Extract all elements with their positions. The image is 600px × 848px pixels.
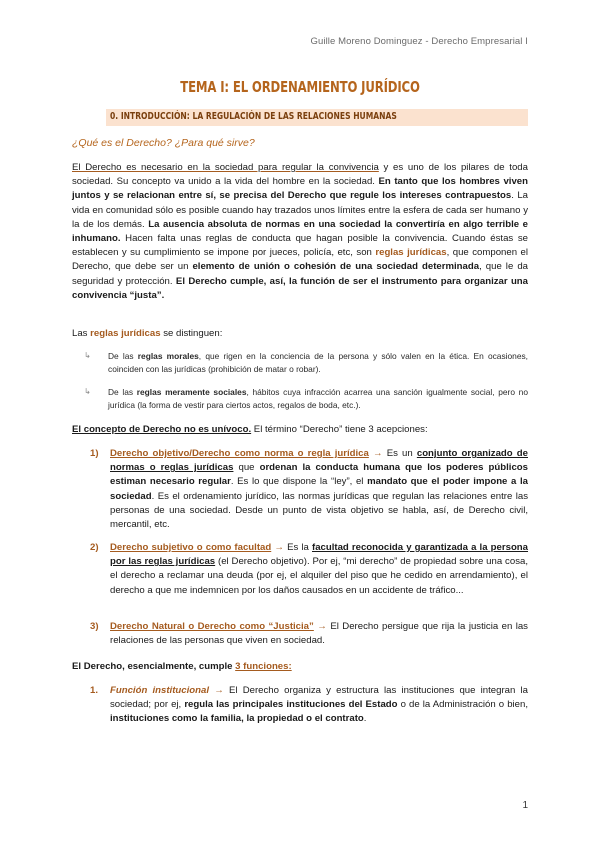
intro-text-1: y es uno de los pilares de toda sociedad. Su concepto va unido a la vida del hombre en la sociedad. [72,162,528,188]
arrow-right-icon: → [209,685,229,696]
intro-term-reglas: reglas jurídicas [375,247,447,259]
arrow-bullet-icon: ↳ [84,387,91,396]
distinguish-term: reglas jurídicas [90,328,161,339]
arrow-right-icon: → [368,448,387,459]
bullet-text: De las [108,387,137,397]
page-title: TEMA I: EL ORDENAMIENTO JURÍDICO [180,78,420,96]
intro-text-2: . La vida en comunidad sólo es posible cuando hay trazados unos límites entre la esfera de cada ser humano y la de los demás. [72,190,528,230]
concept-text: El término “Derecho” tiene 3 acepciones: [251,424,428,435]
bullet-text: De las [108,351,138,361]
intro-paragraph [72,161,528,303]
acepcion-label: Derecho Natural o Derecho como “Justicia” [110,621,314,632]
function-text: o de la Administración o bien, [397,699,528,711]
acepcion-text: que [233,462,260,474]
acepcion-bold-underlined: facultad reconocida y garantizada a la persona por las reglas jurídicas [110,542,529,568]
list-item [86,386,528,411]
question-heading: ¿Qué es el Derecho? ¿Para qué sirve? [72,137,255,149]
intro-bold-3: elemento de unión o cohesión de una sociedad determinada [192,261,480,273]
section-heading: 0. INTRODUCCIÓN: LA REGULACIÓN DE LAS RELACIONES HUMANAS [110,111,397,122]
function-item [90,684,528,727]
acepcion-label: Derecho objetivo/Derecho como norma o regla jurídica [110,448,369,459]
intro-text-3: Hacen falta unas reglas de conducta que hagan posible la convivencia. Cuando éstas se establecen y su cumplimiento se impone por jueces, policía, etc, son [72,233,528,259]
intro-bold-2: La ausencia absoluta de normas en una sociedad la convertiría en algo terrible e inhumano. [72,218,528,245]
function-text: . [363,713,367,725]
acepcion-bold: mandato que el poder impone a la sociedad [110,476,528,502]
arrow-right-icon: → [271,542,288,553]
running-header: Guille Moreno Dominguez - Derecho Empresarial I [310,36,528,47]
concept-heading: El concepto de Derecho no es unívoco. [72,424,252,435]
item-number: 1) [90,448,99,459]
page-number: 1 [522,800,528,811]
acepcion-text: Es un [386,448,417,459]
functions-line [72,660,528,674]
acepcion-label: Derecho subjetivo o como facultad [110,542,272,553]
function-bold: instituciones como la familia, la propiedad o el contrato [110,713,364,725]
concept-line [72,423,528,437]
function-text: El Derecho organiza y estructura las instituciones que integran la sociedad; por ej, [110,685,528,711]
section-heading-box [106,109,528,126]
acepcion-item [90,541,528,598]
list-item [86,350,528,375]
acepcion-text: El Derecho persigue que rija la justicia en las relaciones de las personas que viven en sociedad. [110,621,528,647]
distinguish-line [72,327,528,341]
bullet-text: , que rigen en la conciencia de la persona y sólo valen en la ética. En ocasiones, coinciden con las jurídicas (prohibición de matar o robar). [108,351,528,374]
item-number: 3) [90,621,99,632]
intro-text-4: , que componen el Derecho, que debe ser un [72,247,528,273]
acepcion-item [90,447,528,532]
acepcion-text: Es la [287,542,312,553]
arrow-right-icon: → [313,621,331,632]
distinguish-pre: Las [72,328,91,339]
bullet-bold: reglas meramente sociales [136,387,247,397]
acepcion-text: (el Derecho objetivo). Por ej, “mi derecho” de propiedad sobre una cosa, el derecho a reclamar una deuda (por ej, el alquiler del piso que he cedido en arrendamiento), el derecho a que me indemnicen por los daños causados en un accidente de tráfico... [110,556,528,596]
item-number: 2) [90,542,99,553]
acepcion-item [90,620,528,648]
acepcion-text: . Es el ordenamiento jurídico, las normas jurídicas que regulan las relaciones entre las personas de una sociedad. Desde un punto de vista objetivo se habla, así, de Derecho civil, mercantil, etc. [110,490,528,531]
bullet-bold: reglas morales [137,351,199,361]
functions-count: 3 funciones: [235,661,292,672]
intro-bold-4: El Derecho cumple, así, la función de ser el instrumento para organizar una convivencia “justa”. [72,275,529,301]
arrow-bullet-icon: ↳ [84,351,91,360]
item-number: 1. [90,685,99,696]
acepcion-bold-underlined: conjunto organizado de normas o reglas jurídicas [110,448,528,474]
functions-lead: El Derecho, esencialmente, cumple [72,661,236,672]
acepcion-bold: ordenan la conducta humana que los poderes públicos estiman necesario regular [110,462,528,488]
acepcion-text: . Es lo que dispone la “ley”, el [230,476,368,488]
bullet-text: , hábitos cuya infracción acarrea una sanción igualmente social, pero no jurídica (la forma de vestir para ciertos actos, regalos de boda, etc.). [108,387,528,410]
intro-underlined: El Derecho es necesario en la sociedad para regular la convivencia [72,162,379,173]
distinguish-post: se distinguen: [160,328,223,339]
function-bold: regula las principales instituciones del Estado [184,699,398,711]
function-label: Función institucional [110,685,209,696]
intro-text-5: , que le da seguridad y protección. [72,261,528,287]
intro-bold-1: En tanto que los hombres viven juntos y se relacionan entre sí, se precisa del Derecho que regule los intereses contrapuestos [72,176,528,202]
